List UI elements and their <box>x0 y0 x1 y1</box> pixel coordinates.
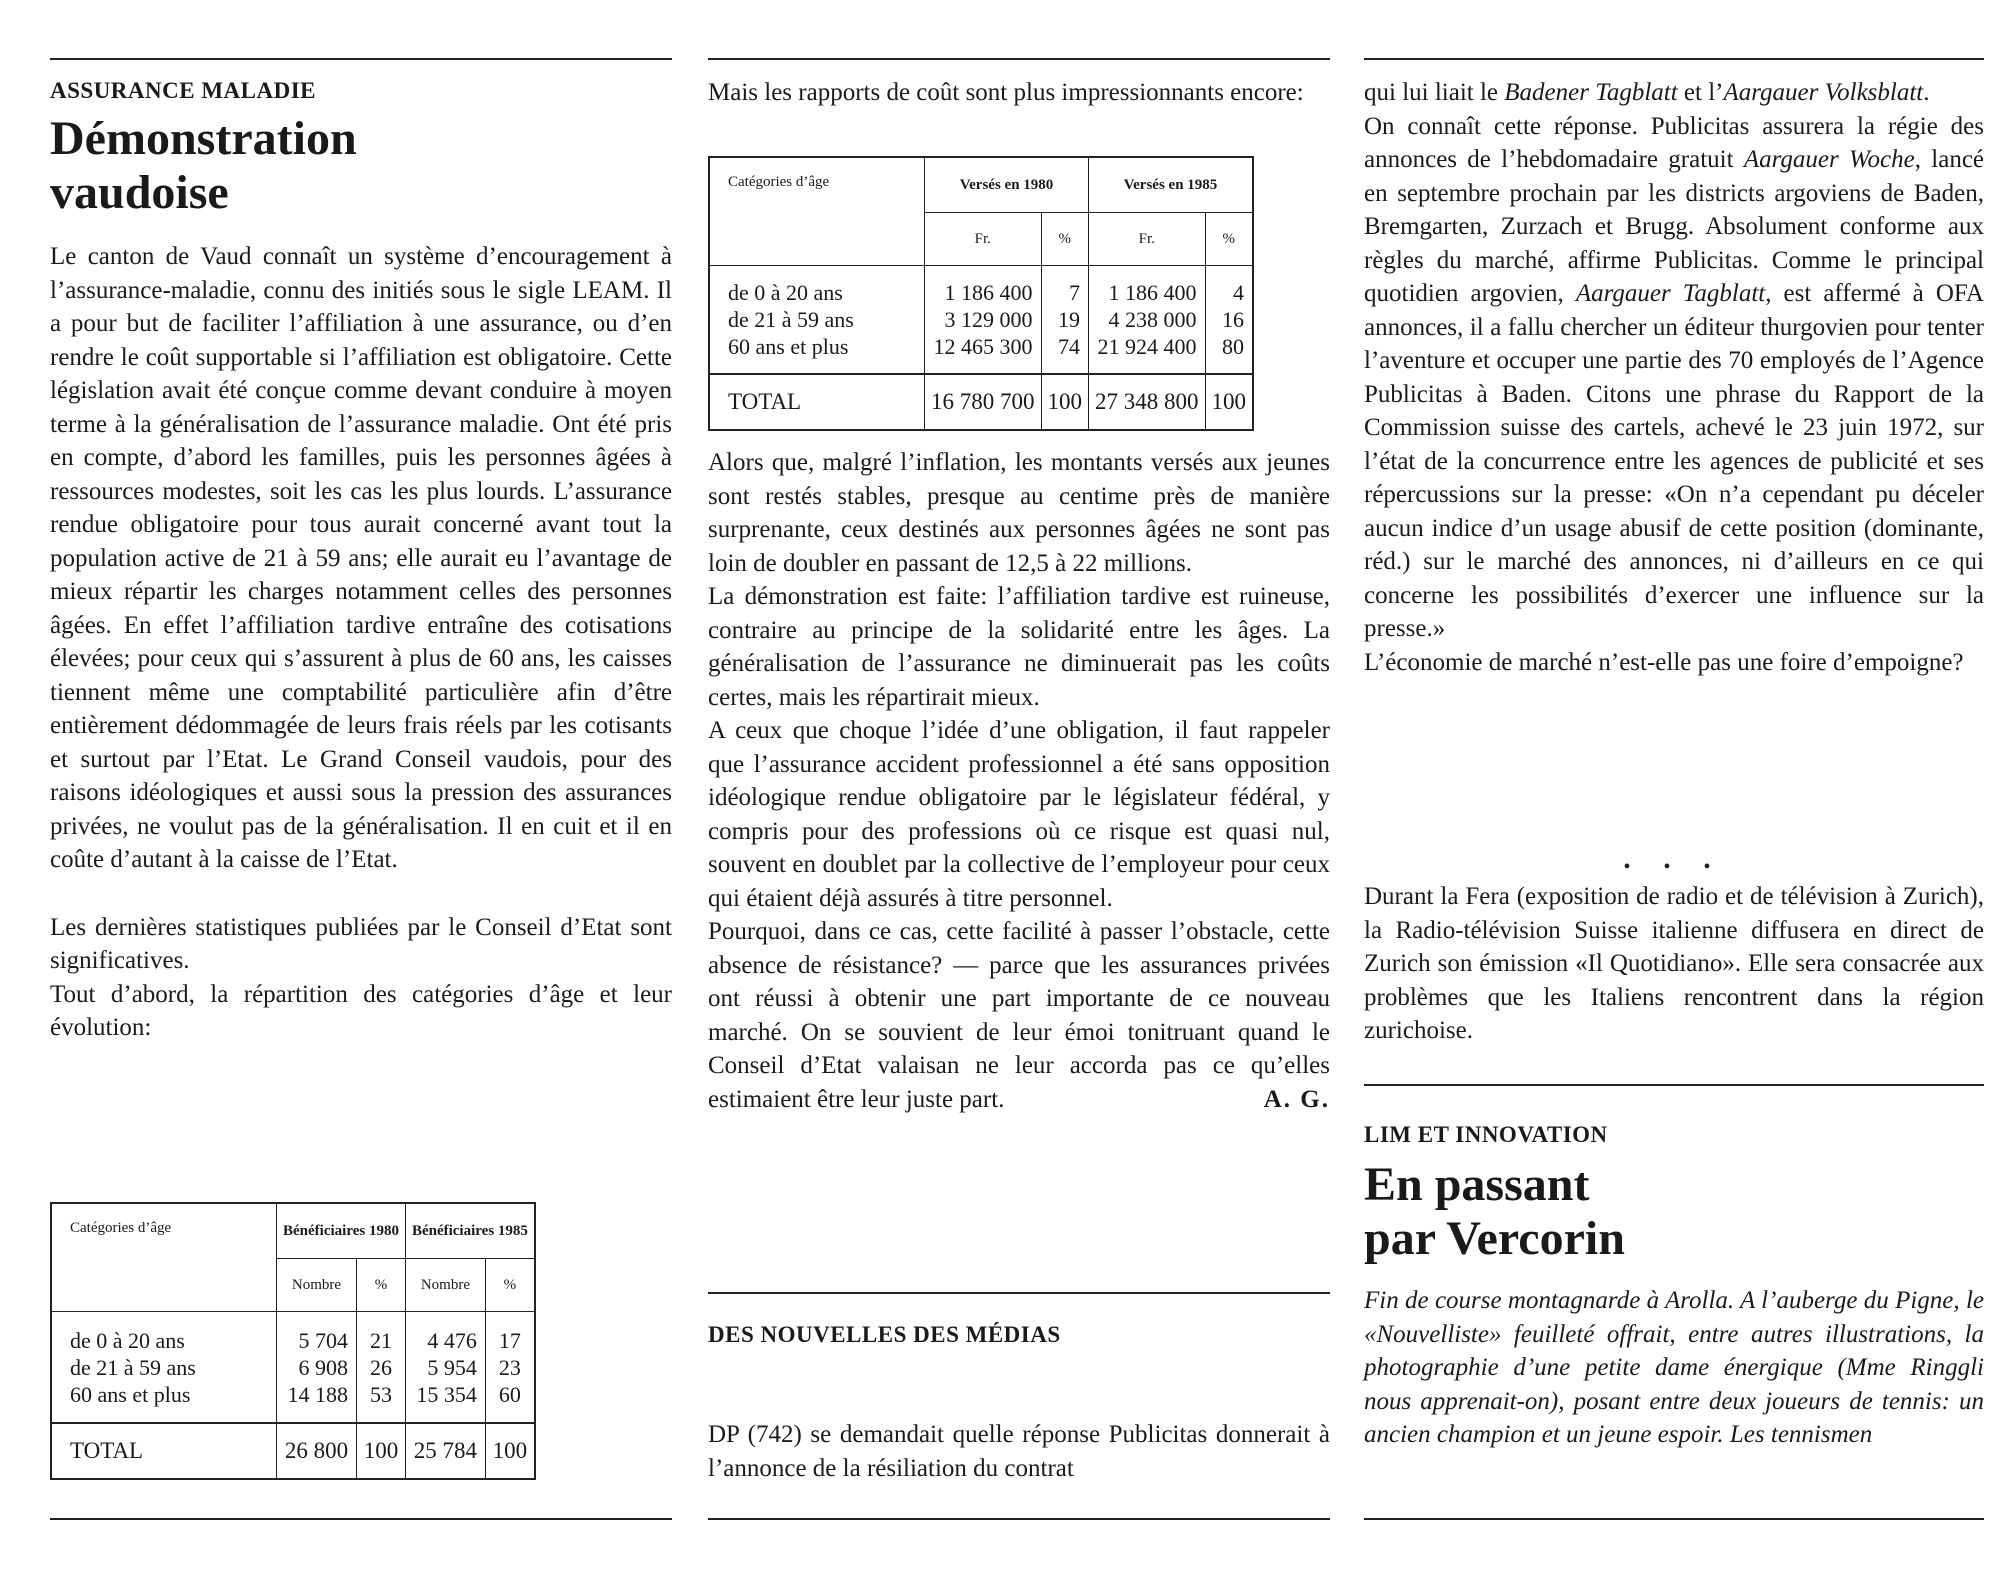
section-separator: • • • <box>1623 856 1725 878</box>
top-rule <box>708 58 1330 60</box>
article-headline <box>1364 1158 1625 1266</box>
row-label: de 0 à 20 ans <box>70 1327 185 1353</box>
paragraph: Pourquoi, dans ce cas, cette facilité à passer l’obstacle, cette absence de résistance? — parce que les assurances privées ont réussi à obtenir une part importante de ce nouveau marché. On se souvient de leur émoi tonitruant quand le Conseil d’Etat valaisan ne leur accorda pas ce qu’elles estimaient être leur juste part. A. G. <box>708 915 1330 1116</box>
headline-line-1: En passant <box>1364 1158 1590 1211</box>
top-rule <box>1364 58 1984 60</box>
article-body <box>50 240 672 1045</box>
payments-table <box>708 156 1254 431</box>
table-total-row <box>51 1423 535 1479</box>
table-sub-header: Nombre <box>277 1259 357 1312</box>
cell-value: 25 784 <box>405 1423 485 1479</box>
cell-value: 14 188 <box>287 1381 348 1407</box>
cell-value: 26 <box>369 1354 392 1380</box>
section-rule <box>1364 1084 1984 1086</box>
paragraph: Mais les rapports de coût sont plus impressionnants encore: <box>708 79 1304 106</box>
top-rule <box>50 58 672 60</box>
table-sub-header: % <box>485 1259 535 1312</box>
cell-value: 17 <box>498 1327 521 1353</box>
paragraph: Le canton de Vaud connaît un système d’encouragement à l’assurance-maladie, connu des initiés sous le sigle LEAM. Il a pour but de faciliter l’affiliation à une assurance, ou d’en rendre le coût supportable si l’affiliation est obligatoire. Cette législation avait été conçue comme devant conduire à moyen terme à la généralisation de l’assurance maladie. Ont été pris en compte, d’abord les familles, puis les personnes âgées à ressources modestes, soit les cas les plus lourds. L’assurance rendue obligatoire pour tous aurait concerné avant tout la population active de 21 à 59 ans; elle aurait eu l’avantage de mieux répartir les charges notamment celles des personnes âgées. En effet l’affiliation tardive entraîne des cotisations élevées; pour ceux qui s’assurent à plus de 60 ans, les caisses tiennent même une comptabilité particulière afin d’être entièrement dédommagée de leurs frais réels par les cotisants et surtout par l’Etat. Le Grand Conseil vaudois, pour des raisons idéologiques et aussi sous la pression des assurances privées, ne voulut pas de la généralisation. Il en cuit et il en coûte d’autant à la caisse de l’Etat. <box>50 243 672 873</box>
cell-value: 26 800 <box>277 1423 357 1479</box>
table-sub-header: % <box>356 1259 405 1312</box>
table-row <box>51 1312 535 1424</box>
cell-value: 3 129 000 <box>944 307 1033 332</box>
cell-value: 53 <box>369 1381 392 1407</box>
cell-value: 4 238 000 <box>1108 307 1197 332</box>
article-lead: Fin de course montagnarde à Arolla. A l’auberge du Pigne, le «Nouvelliste» feuilleté offrait, entre autres illustrations, la photographie d’une petite dame énergique (Mme Ringgli nous apprenait-on), posant entre deux joueurs de tennis: un ancien champion et un jeune espoir. Les tennismen <box>1364 1287 1984 1448</box>
cell-value: 74 <box>1058 334 1080 359</box>
row-label: de 21 à 59 ans <box>728 307 854 332</box>
paragraph: A ceux que choque l’idée d’une obligation, il faut rappeler que l’assurance accident professionnel a été sans opposition idéologique rendue obligatoire par le législateur fédéral, y compris pour des professions où ce risque est quasi nul, souvent en doublet par la collective de l’employeur pour ceux qui étaient déjà assurés à titre personnel. <box>708 717 1330 912</box>
cell-value: 100 <box>356 1423 405 1479</box>
cell-value: 16 <box>1222 307 1244 332</box>
paragraph: qui lui liait le Badener Tagblatt et l’Aargauer Volksblatt. <box>1364 79 1930 106</box>
cell-value: 19 <box>1058 307 1080 332</box>
article-body <box>1364 880 1984 1048</box>
cell-value: 27 348 800 <box>1089 374 1206 430</box>
article-headline <box>50 112 357 220</box>
headline-line-2: vaudoise <box>50 166 229 219</box>
paragraph: Alors que, malgré l’inflation, les montants versés aux jeunes sont restés stables, presque au centime près de manière surprenante, ceux destinés aux personnes âgées ne sont pas loin de doubler en passant de 12,5 à 22 millions. <box>708 449 1330 577</box>
row-label: de 21 à 59 ans <box>70 1354 196 1380</box>
table-total-row <box>709 374 1253 430</box>
cell-value: 6 908 <box>298 1354 348 1380</box>
cell-value: 4 476 <box>427 1327 477 1353</box>
cell-value: 4 <box>1233 280 1244 305</box>
row-label: de 0 à 20 ans <box>728 280 843 305</box>
paragraph: DP (742) se demandait quelle réponse Publicitas donnerait à l’annonce de la résiliation du contrat <box>708 1421 1330 1482</box>
table-group-header: Versés en 1980 <box>925 157 1089 213</box>
cell-value: 1 186 400 <box>944 280 1033 305</box>
table-group-header: Bénéficiaires 1985 <box>405 1203 534 1259</box>
table-group-header: Versés en 1985 <box>1089 157 1254 213</box>
beneficiaries-table <box>50 1202 536 1480</box>
section-kicker: DES NOUVELLES DES MÉDIAS <box>708 1322 1061 1347</box>
cell-value: 100 <box>1041 374 1089 430</box>
cell-value: 12 465 300 <box>933 334 1033 359</box>
article-body <box>708 446 1330 1116</box>
cell-value: 21 924 400 <box>1097 334 1197 359</box>
paragraph: Les dernières statistiques publiées par le Conseil d’Etat sont significatives. <box>50 913 672 974</box>
cell-value: 5 704 <box>298 1327 348 1353</box>
article-body <box>1364 76 1984 679</box>
cell-value: 21 <box>369 1327 392 1353</box>
paragraph: L’économie de marché n’est-elle pas une foire d’empoigne? <box>1364 648 1964 676</box>
table-sub-header: % <box>1041 213 1089 266</box>
table-group-header: Bénéficiaires 1980 <box>277 1203 406 1259</box>
cell-value: 100 <box>1205 374 1253 430</box>
cell-value: 60 <box>498 1381 521 1407</box>
cell-value: 100 <box>485 1423 535 1479</box>
cell-value: 16 780 700 <box>925 374 1042 430</box>
bottom-rule <box>1364 1518 1984 1520</box>
article-body <box>708 1418 1330 1485</box>
table-sub-header: % <box>1205 213 1253 266</box>
table-cat-header: Catégories d’âge <box>709 157 925 266</box>
cell-value: 5 954 <box>427 1354 477 1380</box>
article-body <box>708 76 1330 110</box>
paragraph: Tout d’abord, la répartition des catégories d’âge et leur évolution: <box>50 980 672 1041</box>
table-row <box>709 266 1253 375</box>
row-label: 60 ans et plus <box>70 1381 191 1407</box>
cell-value: 7 <box>1069 280 1080 305</box>
row-label: 60 ans et plus <box>728 334 849 359</box>
total-label: TOTAL <box>51 1423 277 1479</box>
section-rule <box>708 1292 1330 1294</box>
table-sub-header: Fr. <box>1089 213 1206 266</box>
column-2 <box>708 0 1330 1581</box>
cell-value: 1 186 400 <box>1108 280 1197 305</box>
section-kicker: ASSURANCE MALADIE <box>50 78 317 103</box>
cell-value: 23 <box>498 1354 521 1380</box>
column-1 <box>50 0 672 1581</box>
headline-line-1: Démonstration <box>50 112 357 165</box>
table-cat-header: Catégories d’âge <box>51 1203 277 1312</box>
total-label: TOTAL <box>709 374 925 430</box>
table-sub-header: Nombre <box>405 1259 485 1312</box>
column-3 <box>1364 0 1984 1581</box>
cell-value: 80 <box>1222 334 1244 359</box>
paragraph: On connaît cette réponse. Publicitas assurera la régie des annonces de l’hebdomadaire gratuit Aargauer Woche, lancé en septembre prochain par les districts argoviens de Baden, Bremgarten, Zurzach et Brugg. Absolument conforme aux règles du marché, affirme Publicitas. Comme le principal quotidien argovien, Aargauer Tagblatt, est affermé à OFA annonces, il a fallu chercher un éditeur thurgovien pour tenter l’aventure et occuper une partie des 70 employés de l’Agence Publicitas à Baden. Citons une phrase du Rapport de la Commission suisse des cartels, achevé le 23 juin 1972, sur l’état de la concurrence entre les agences de publicité et ses répercussions sur la presse: «On n’a cependant pu déceler aucun indice d’un usage abusif de cette position (dominante, réd.) sur le marché des annonces, ni d’ailleurs en ce qui concerne les possibilités d’exercer une influence sur la presse.» <box>1364 112 1985 642</box>
paragraph: Durant la Fera (exposition de radio et de télévision à Zurich), la Radio-télévision Suisse italienne diffusera en direct de Zurich son émission «Il Quotidiano». Elle sera consacrée aux problèmes que les Italiens rencontrent dans la région zurichoise. <box>1364 883 1984 1044</box>
table-sub-header: Fr. <box>925 213 1042 266</box>
bottom-rule <box>50 1518 672 1520</box>
paragraph: La démonstration est faite: l’affiliation tardive est ruineuse, contraire au principe de la solidarité entre les âges. La généralisation de l’assurance ne diminuerait pas les coûts certes, mais les répartirait mieux. <box>708 583 1330 711</box>
headline-line-2: par Vercorin <box>1364 1212 1625 1265</box>
bottom-rule <box>708 1518 1330 1520</box>
author-signature: A. G. <box>1263 1085 1330 1113</box>
cell-value: 15 354 <box>416 1381 477 1407</box>
section-kicker: LIM ET INNOVATION <box>1364 1122 1608 1147</box>
